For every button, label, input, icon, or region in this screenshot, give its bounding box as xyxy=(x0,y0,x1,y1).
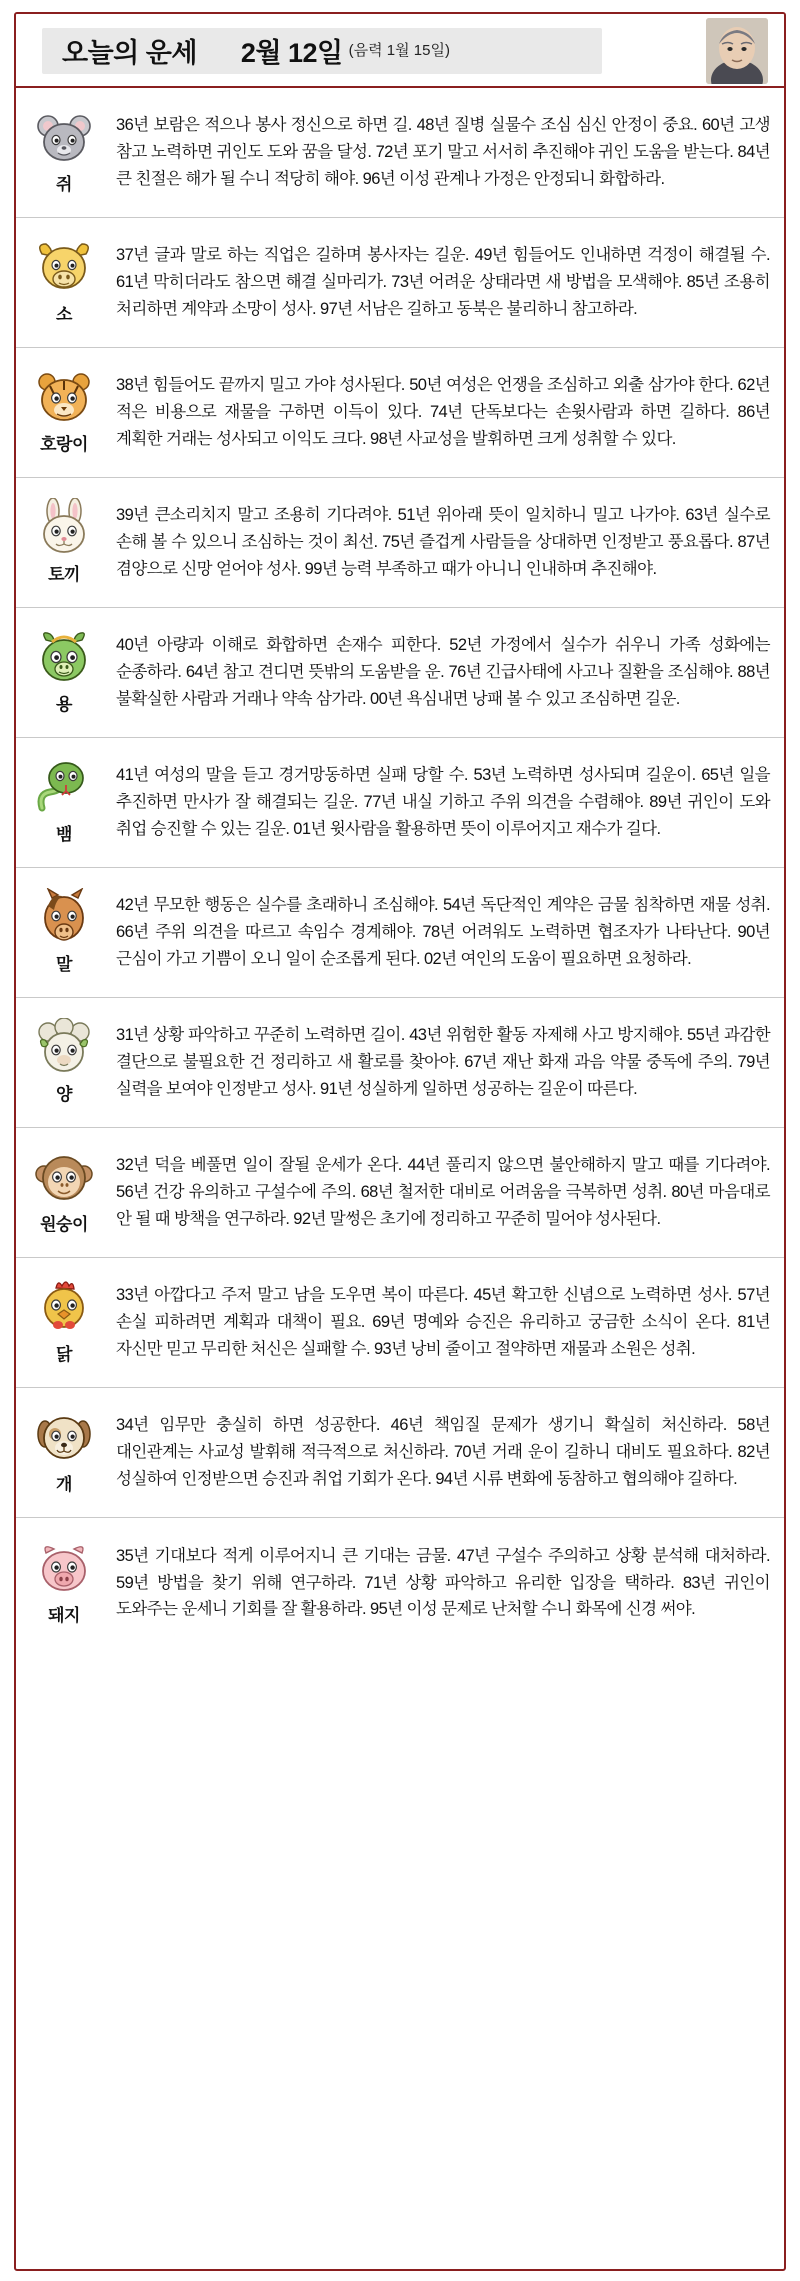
table-row xyxy=(16,738,784,868)
table-row xyxy=(16,348,784,478)
fortune-text-cell xyxy=(112,608,784,737)
zodiac-cell xyxy=(16,1258,112,1387)
zodiac-cell xyxy=(16,88,112,217)
table-row xyxy=(16,608,784,738)
zodiac-cell xyxy=(16,868,112,997)
fortune-text-cell xyxy=(112,998,784,1127)
rabbit-icon xyxy=(34,498,94,556)
zodiac-label: 호랑이 xyxy=(40,435,88,454)
dragon-icon xyxy=(34,628,94,686)
table-row xyxy=(16,218,784,348)
fortune-text: 42년 무모한 행동은 실수를 초래하니 조심해야. 54년 독단적인 계약은 금물 침착하면 재물 성취. 66년 주위 의견을 따르고 속임수 경계해야. 78년 어려워도 노력하면 협조자가 나타난다. 90년 근심이 가고 기쁨이 오니 일이 순조롭게 된다. 02년 여인의 도움이 필요하면 요청하라. xyxy=(116,896,770,968)
zodiac-cell xyxy=(16,1388,112,1517)
table-row xyxy=(16,998,784,1128)
fortune-text-cell xyxy=(112,1128,784,1257)
header-content xyxy=(16,14,784,86)
zodiac-cell xyxy=(16,738,112,867)
fortune-frame xyxy=(14,12,786,2271)
zodiac-label: 개 xyxy=(56,1475,72,1494)
fortune-text: 37년 글과 말로 하는 직업은 길하며 봉사자는 길운. 49년 힘들어도 인내하면 걱정이 해결될 수. 61년 막히더라도 참으면 해결 실마리가. 73년 어려운 상태라면 새 방법을 모색해야. 85년 조용히 처리하면 계약과 소망이 성사. 97년 서남은 길하고 동북은 불리하니 참고하라. xyxy=(116,246,770,318)
zodiac-label: 용 xyxy=(56,695,72,714)
dog-icon xyxy=(34,1408,94,1466)
ox-icon xyxy=(34,238,94,296)
table-row xyxy=(16,868,784,998)
page-title: 오늘의 운세 xyxy=(62,37,197,68)
fortune-text: 41년 여성의 말을 듣고 경거망동하면 실패 당할 수. 53년 노력하면 성사되며 길운이. 65년 일을 추진하면 만사가 잘 해결되는 길운. 77년 내실 기하고 주위 의견을 수렴해야. 89년 귀인이 도와 취업 승진할 수 있는 길운. 01년 윗사람을 활용하면 뜻이 이루어지고 재수가 길다. xyxy=(116,766,770,838)
fortune-text: 40년 아량과 이해로 화합하면 손재수 피한다. 52년 가정에서 실수가 쉬우니 가족 성화에는 순종하라. 64년 참고 견디면 뜻밖의 도움받을 운. 76년 긴급사태에 사고나 질환을 조심해야. 88년 불확실한 사람과 거래나 약속 삼가라. 00년 욕심내면 낭패 볼 수 있고 조심하면 길운. xyxy=(116,636,770,708)
fortune-text: 36년 보람은 적으나 봉사 정신으로 하면 길. 48년 질병 실물수 조심 심신 안정이 중요. 60년 고생 참고 노력하면 귀인도 도와 꿈을 달성. 72년 포기 말고 서서히 추진해야 귀인 도움을 받는다. 84년 큰 친절은 해가 될 수니 적당히 해야. 96년 이성 관계나 가정은 안정되니 화합하라. xyxy=(116,116,770,188)
zodiac-cell xyxy=(16,218,112,347)
header-date: 2월 12일 xyxy=(240,37,343,68)
table-row xyxy=(16,1258,784,1388)
horse-icon xyxy=(34,888,94,946)
fortune-text-cell xyxy=(112,1258,784,1387)
zodiac-cell xyxy=(16,348,112,477)
zodiac-cell xyxy=(16,608,112,737)
fortune-text-cell xyxy=(112,1388,784,1517)
table-row xyxy=(16,478,784,608)
fortune-text-cell xyxy=(112,88,784,217)
pig-icon xyxy=(34,1539,94,1597)
fortune-text-cell xyxy=(112,868,784,997)
page-header xyxy=(16,14,784,88)
fortune-text-cell xyxy=(112,1518,784,1648)
zodiac-label: 닭 xyxy=(56,1345,72,1364)
sheep-icon xyxy=(34,1018,94,1076)
zodiac-cell xyxy=(16,1518,112,1648)
monkey-icon xyxy=(34,1148,94,1206)
rooster-icon xyxy=(34,1278,94,1336)
zodiac-cell xyxy=(16,1128,112,1257)
zodiac-cell xyxy=(16,998,112,1127)
zodiac-cell xyxy=(16,478,112,607)
table-row xyxy=(16,1388,784,1518)
fortune-text: 34년 임무만 충실히 하면 성공한다. 46년 책임질 문제가 생기니 확실히 처신하라. 58년 대인관계는 사교성 발휘해 적극적으로 처신하라. 70년 거래 운이 길하니 대비도 필요하다. 82년 성실하여 인정받으면 승진과 취업 기회가 온다. 94년 시류 변화에 동참하고 협의해야 길하다. xyxy=(116,1416,770,1488)
fortune-text: 32년 덕을 베풀면 일이 잘될 운세가 온다. 44년 풀리지 않으면 불안해하지 말고 때를 기다려야. 56년 건강 유의하고 구설수에 주의. 68년 철저한 대비로 어려움을 극복하면 성취. 80년 마음대로 안 될 때 방책을 연구하라. 92년 말썽은 초기에 정리하고 꾸준히 밀어야 성사된다. xyxy=(116,1156,770,1228)
zodiac-label: 쥐 xyxy=(56,175,72,194)
snake-icon xyxy=(34,758,94,816)
zodiac-label: 돼지 xyxy=(48,1605,80,1625)
zodiac-label: 말 xyxy=(56,955,72,974)
fortune-text-cell xyxy=(112,738,784,867)
fortune-text-cell xyxy=(112,478,784,607)
zodiac-label: 원숭이 xyxy=(40,1215,88,1234)
table-row xyxy=(16,88,784,218)
columnist-portrait xyxy=(706,18,768,84)
fortune-text: 31년 상황 파악하고 꾸준히 노력하면 길이. 43년 위험한 활동 자제해 사고 방지해야. 55년 과감한 결단으로 불필요한 건 정리하고 새 활로를 찾아야. 67년 재난 화재 과음 약물 중독에 주의. 79년 실력을 보여야 인정받고 성사. 91년 성실하게 일하면 성공하는 길운이 따른다. xyxy=(116,1026,770,1098)
header-lunar-date: (음력 1월 15일) xyxy=(348,41,450,59)
table-row xyxy=(16,1128,784,1258)
zodiac-label: 양 xyxy=(56,1085,72,1104)
fortune-text: 38년 힘들어도 끝까지 밀고 가야 성사된다. 50년 여성은 언쟁을 조심하고 외출 삼가야 한다. 62년 적은 비용으로 재물을 구하면 이득이 있다. 74년 단독보다는 손윗사람과 하면 길하다. 86년 계획한 거래는 성사되고 이익도 크다. 98년 사교성을 발휘하면 크게 성취할 수 있다. xyxy=(116,376,770,448)
fortune-text-cell xyxy=(112,348,784,477)
zodiac-label: 뱀 xyxy=(56,825,72,844)
zodiac-label: 소 xyxy=(56,305,72,324)
tiger-icon xyxy=(34,368,94,426)
fortune-text: 35년 기대보다 적게 이루어지니 큰 기대는 금물. 47년 구설수 주의하고 상황 분석해 대처하라. 59년 방법을 찾기 위해 연구하라. 71년 상황 파악하고 유리한 입장을 택하라. 83년 귀인이 도와주는 운세니 기회를 잘 활용하라. 95년 이성 문제로 난처할 수니 화목에 신경 써야. xyxy=(116,1546,770,1619)
fortune-text-cell xyxy=(112,218,784,347)
fortune-text: 33년 아깝다고 주저 말고 남을 도우면 복이 따른다. 45년 확고한 신념으로 노력하면 성사. 57년 손실 피하려면 계획과 대책이 필요. 69년 명예와 승진은 유리하고 궁금한 소식이 온다. 81년 자신만 믿고 무리한 처신은 실패할 수. 93년 낭비 줄이고 절약하면 재물과 소원은 성취. xyxy=(116,1286,770,1358)
fortune-text: 39년 큰소리치지 말고 조용히 기다려야. 51년 위아래 뜻이 일치하니 밀고 나가야. 63년 실수로 손해 볼 수 있으니 조심하는 것이 최선. 75년 즐겁게 사람들을 상대하면 인정받고 풍요롭다. 87년 겸양으로 신망 얻어야 성사. 99년 능력 부족하고 때가 아니니 인내하며 추진해야. xyxy=(116,506,770,578)
zodiac-label: 토끼 xyxy=(48,565,80,584)
rat-icon xyxy=(34,108,94,166)
table-row xyxy=(16,1518,784,1648)
